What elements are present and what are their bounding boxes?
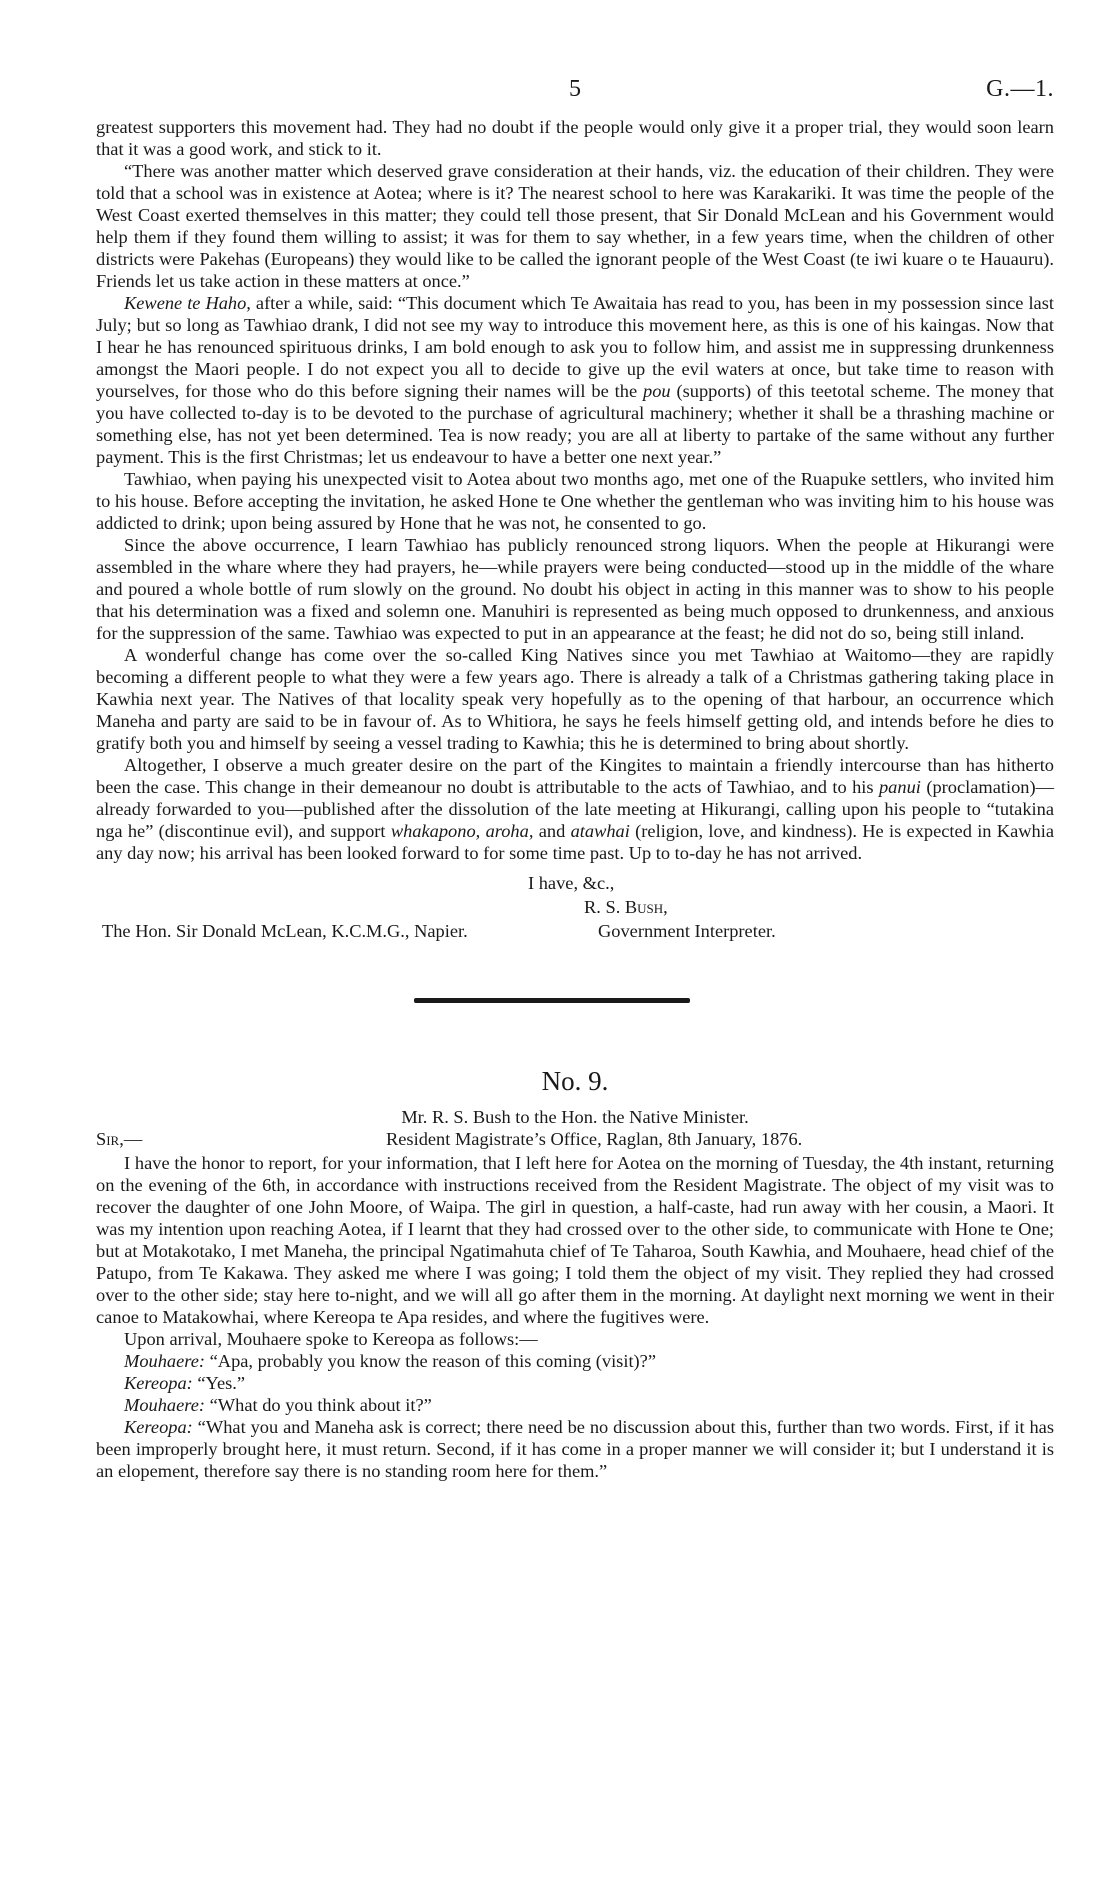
letter-8-continuation xyxy=(96,116,1054,944)
maori-term: pou xyxy=(643,381,671,401)
paragraph: “There was another matter which deserved grave consideration at their hands, viz. the education of their children. They were told that a school was in existence at Aotea; where is it? The nearest school to here was Karakariki. It was time the people of the West Coast exerted themselves in this matter; they could tell those present, that Sir Donald McLean and his Government would help them if they found them willing to assist; it was for them to say whether, in a few years time, when the children of other districts were Pakehas (Europeans) they would like to be called the ignorant people of the West Coast (te iwi kuare o te Hauauru). Friends let us take action in these matters at once.” xyxy=(96,161,1054,291)
signature-block xyxy=(96,872,1054,944)
dialogue-line xyxy=(96,1394,1054,1416)
divider-rule xyxy=(414,998,690,1003)
letter-title: Mr. R. S. Bush to the Hon. the Native Minister. xyxy=(401,1107,749,1127)
page-number: 5 xyxy=(569,76,581,102)
dialogue-line xyxy=(96,1350,1054,1372)
speaker-name: Kereopa: xyxy=(124,1417,193,1437)
paragraph: Since the above occurrence, I learn Tawhiao has publicly renounced strong liquors. When the people at Hikurangi were assembled in the whare where they had prayers, he—while prayers were being conducted—stood up in the middle of the whare and poured a whole bottle of rum slowly on the ground. No doubt his object in acting in this manner was to show to his people that his determination was a fixed and solemn one. Manuhiri is represented as being much opposed to drunkenness, and anxious for the suppression of the same. Tawhiao was expected to put in an appearance at the feast; he did not do so, being still inland. xyxy=(96,535,1054,643)
maori-term: atawhai xyxy=(570,821,630,841)
paragraph xyxy=(96,754,1054,864)
section-divider xyxy=(96,944,1054,1044)
addressee: The Hon. Sir Donald McLean, K.C.M.G., Napier. xyxy=(102,921,468,941)
maori-term: whakapono, xyxy=(390,821,481,841)
dialogue-text: “What do you think about it?” xyxy=(205,1395,432,1415)
salutation: Sir,— xyxy=(96,1129,143,1149)
dialogue-text: “Apa, probably you know the reason of this coming (visit)?” xyxy=(205,1351,657,1371)
letter-number: No. 9. xyxy=(541,1066,609,1096)
closing: I have, &c., xyxy=(528,873,615,893)
signer-title: Government Interpreter. xyxy=(598,921,776,941)
paragraph-text: (supports) of this teetotal scheme. The money that you have collected to-day is to be devoted to the purchase of agricultural machinery; whether it shall be a thrashing machine or something else, has not yet been determined. Tea is now ready; you are all at liberty to partake of the same without any further payment. This is the first Christmas; let us endeavour to have a better one next year.” xyxy=(96,381,1054,467)
maori-term: aroha, xyxy=(485,821,534,841)
document-page xyxy=(96,76,1054,1482)
paragraph xyxy=(96,292,1054,468)
dialogue-text: “What you and Maneha ask is correct; there need be no discussion about this, further than two words. First, if it has been improperly brought here, it must return. Second, if it has come in a proper manner we will consider it; but I understand it is an elopement, therefore say there is no standing room here for them.” xyxy=(96,1417,1054,1481)
dialogue-line xyxy=(96,1372,1054,1394)
speaker-name: Mouhaere: xyxy=(124,1395,206,1415)
document-code: G.—1. xyxy=(986,76,1054,102)
paragraph: Tawhiao, when paying his unexpected visit to Aotea about two months ago, met one of the Ruapuke settlers, who invited him to his house. Before accepting the invitation, he asked Hone te One whether the gentleman who was inviting him to his house was addicted to drink; upon being assured by Hone that he was not, he consented to go. xyxy=(96,469,1054,533)
paragraph-text: (proclamation)—already forwarded to you—published after the dissolution of the late meeting at Hikurangi, calling upon his people to “tutakina nga he” (discontinue evil), and support xyxy=(96,777,1054,841)
paragraph: I have the honor to report, for your information, that I left here for Aotea on the morning of Tuesday, the 4th instant, returning on the evening of the 6th, in accordance with instructions received from the Resident Magistrate. The object of my visit was to recover the daughter of one John Moore, of Waipa. The girl in question, a half-caste, had run away with her cousin, a Maori. It was my intention upon reaching Aotea, if I learnt that they had crossed over to the other side, to communicate with Hone te One; but at Motakotako, I met Maneha, the principal Ngatimahuta chief of Te Taharoa, South Kawhia, and Mouhaere, head chief of the Patupo, from Te Kakawa. They asked me where I was going; I told them the object of my visit. They replied they had crossed over to the other side; stay here to-night, and we will all go after them in the morning. At daylight next morning we went in their canoe to Matakowhai, where Kereopa te Apa resides, and where the fugitives were. xyxy=(96,1153,1054,1327)
paragraph: A wonderful change has come over the so-called King Natives since you met Tawhiao at Waitomo—they are rapidly becoming a different people to what they were a few years ago. There is already a talk of a Christmas gathering taking place in Kawhia next year. The Natives of that locality speak very hopefully as to the opening of that harbour, an occurrence which Maneha and party are said to be in favour of. As to Whitiora, he says he feels himself getting old, and intends before he dies to gratify both you and himself by seeing a vessel trading to Kawhia; this he is determined to bring about shortly. xyxy=(96,645,1054,753)
speaker-name: Mouhaere: xyxy=(124,1351,206,1371)
paragraph: greatest supporters this movement had. They had no doubt if the people would only give it a proper trial, they would soon learn that it was a good work, and stick to it. xyxy=(96,117,1054,159)
speaker-name: Kereopa: xyxy=(124,1373,193,1393)
maori-term: panui xyxy=(878,777,921,797)
signer-name: R. S. Bush, xyxy=(584,897,668,917)
location-date: Resident Magistrate’s Office, Raglan, 8th January, 1876. xyxy=(386,1129,803,1149)
page-header xyxy=(96,76,1054,116)
salutation-row xyxy=(96,1128,1054,1152)
paragraph-text: Altogether, I observe a much greater desire on the part of the Kingites to maintain a friendly intercourse than has hitherto been the case. This change in their demeanour no doubt is attributable to the acts of Tawhiao, and to his xyxy=(96,755,1054,797)
letter-9 xyxy=(96,1064,1054,1482)
paragraph-text: after a while, said: “This document which Te Awaitaia has read to you, has been in my possession since last July; but so long as Tawhiao drank, I did not see my way to introduce this movement here, as this is one of his kaingas. Now that I hear he has renounced spirituous drinks, I am bold enough to ask you to follow him, and assist me in suppressing drunkenness amongst the Maori people. I do not expect you all to decide to give up the evil waters at once, but take time to reason with yourselves, for those who do this before signing their names will be the xyxy=(96,293,1054,401)
speaker-name: Kewene te Haho, xyxy=(124,293,251,313)
paragraph-text: and xyxy=(533,821,571,841)
dialogue-text: “Yes.” xyxy=(192,1373,246,1393)
paragraph-text: (religion, love, and kindness). He is expected in Kawhia any day now; his arrival has been looked forward to for some time past. Up to to-day he has not arrived. xyxy=(96,821,1054,863)
dialogue-line xyxy=(96,1416,1054,1482)
paragraph: Upon arrival, Mouhaere spoke to Kereopa as follows:— xyxy=(124,1329,538,1349)
